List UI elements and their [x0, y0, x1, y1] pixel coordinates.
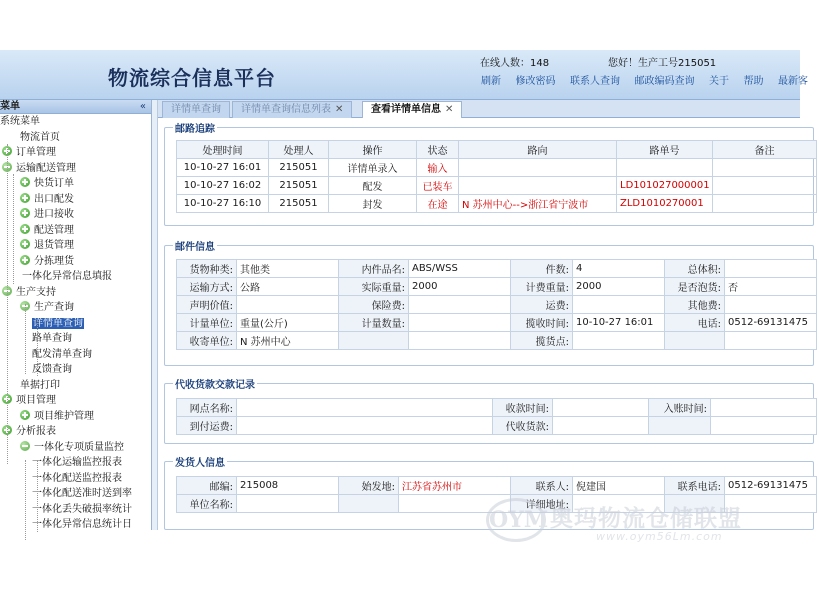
- tree-connector-line: [7, 144, 8, 464]
- field-label: 其他费:: [665, 296, 725, 314]
- table-row: [177, 260, 817, 278]
- field-value: [711, 417, 817, 435]
- sidebar-item[interactable]: [32, 316, 84, 331]
- field-value: [237, 495, 339, 513]
- sidebar-item[interactable]: [20, 223, 74, 238]
- field-value: [573, 332, 665, 350]
- table-row: [177, 177, 817, 195]
- sidebar-item-label: 配送管理: [34, 224, 74, 236]
- tracking-cell-op: 配发: [329, 177, 417, 195]
- sidebar-item-label: 快货订单: [34, 178, 74, 189]
- cod-table: [176, 398, 817, 435]
- sidebar-item-label: 订单管理: [16, 147, 56, 158]
- field-value: 其他类: [237, 260, 339, 278]
- field-value: N 苏州中心: [237, 332, 339, 350]
- field-value: [237, 417, 493, 435]
- mail-info-table: [176, 259, 817, 350]
- tracking-cell-route-no: [617, 159, 713, 177]
- tracking-cell-note: [713, 195, 817, 213]
- tracking-cell-time: 10-10-27 16:10: [177, 195, 269, 213]
- col-status: 状态: [417, 141, 459, 159]
- field-label: 网点名称:: [177, 399, 237, 417]
- sidebar-item-label: 分拣理货: [34, 255, 74, 267]
- close-icon[interactable]: ✕: [335, 104, 344, 115]
- sidebar-item[interactable]: [22, 269, 112, 284]
- sidebar-item[interactable]: [0, 114, 40, 129]
- field-label: 揽收时间:: [511, 314, 573, 332]
- tracking-cell-time: 10-10-27 16:01: [177, 159, 269, 177]
- field-value: [553, 399, 649, 417]
- field-label: 计量数量:: [339, 314, 409, 332]
- field-label: 件数:: [511, 260, 573, 278]
- sidebar-item-label: 单据打印: [20, 379, 60, 391]
- user-greeting: 您好！生产工号215051: [608, 58, 717, 69]
- col-operation: 操作: [329, 141, 417, 159]
- sidebar-item[interactable]: [32, 517, 132, 532]
- tracking-cell-handler: 215051: [269, 195, 329, 213]
- refresh-link[interactable]: 刷新: [481, 76, 501, 87]
- field-value: [725, 296, 817, 314]
- field-value: 2000: [409, 278, 511, 296]
- field-value: [409, 332, 511, 350]
- col-handler: 处理人: [269, 141, 329, 159]
- table-row: [177, 314, 817, 332]
- tracking-cell-op: 封发: [329, 195, 417, 213]
- sidebar-item[interactable]: [2, 285, 56, 300]
- sidebar-item[interactable]: [32, 331, 72, 346]
- field-value: [573, 296, 665, 314]
- field-value: 4: [573, 260, 665, 278]
- sidebar-item-label: 一体化配送监控报表: [32, 472, 122, 484]
- field-value: [725, 332, 817, 350]
- app-header: [0, 50, 808, 100]
- field-label: 保险费:: [339, 296, 409, 314]
- sidebar-item-label: 详情单查询: [33, 317, 83, 329]
- table-row: [177, 332, 817, 350]
- sidebar-title: 菜单: [0, 101, 20, 112]
- tracking-cell-route: [459, 159, 617, 177]
- tracking-cell-note: [713, 159, 817, 177]
- field-value: 215008: [237, 477, 339, 495]
- tracking-table: [176, 140, 817, 213]
- sidebar-item[interactable]: [20, 300, 74, 315]
- table-row: [177, 399, 817, 417]
- header-links: [481, 72, 819, 87]
- collapse-sidebar-icon[interactable]: «: [139, 101, 146, 112]
- table-row: [177, 195, 817, 213]
- field-value: 江苏省苏州市: [399, 477, 511, 495]
- sidebar-item[interactable]: [20, 378, 60, 393]
- sidebar-header: [0, 100, 151, 114]
- sidebar-item[interactable]: [32, 486, 132, 501]
- sidebar-item[interactable]: [20, 192, 74, 207]
- tab-label: 详情单查询: [171, 104, 221, 115]
- collapse-node-icon[interactable]: [20, 441, 30, 451]
- field-value: 0512-69131475: [725, 314, 817, 332]
- expand-node-icon[interactable]: [20, 208, 30, 218]
- field-value: 重量(公斤): [237, 314, 339, 332]
- watermark-logo: OYM: [486, 498, 546, 542]
- sidebar-item-label: 生产支持: [16, 286, 56, 298]
- field-label: 计费重量:: [511, 278, 573, 296]
- sidebar-item[interactable]: [20, 238, 74, 253]
- tab-label: 查看详情单信息: [371, 104, 441, 115]
- field-label: [665, 332, 725, 350]
- sidebar-item-label: 一体化运输监控报表: [32, 457, 122, 468]
- tracking-cell-status: 在途: [417, 195, 459, 213]
- change-password-link[interactable]: 修改密码: [515, 76, 556, 87]
- sidebar-item-label: 系统菜单: [0, 116, 40, 127]
- field-value: [399, 495, 511, 513]
- sidebar-item-label: 物流首页: [20, 131, 60, 143]
- tracking-cell-handler: 215051: [269, 177, 329, 195]
- sidebar-item-label: 一体化异常信息统计日: [32, 519, 132, 530]
- expand-node-icon[interactable]: [20, 224, 30, 234]
- field-value: [553, 417, 649, 435]
- field-value: 10-10-27 16:01: [573, 314, 665, 332]
- field-value: 否: [725, 278, 817, 296]
- field-label: 联系人:: [511, 477, 573, 495]
- help-link[interactable]: 帮助: [743, 76, 764, 87]
- sidebar-item-label: 退货管理: [34, 240, 74, 251]
- field-value: [725, 260, 817, 278]
- app-title: 物流综合信息平台: [108, 66, 276, 90]
- field-label: 货物种类:: [177, 260, 237, 278]
- field-label: 内件品名:: [339, 260, 409, 278]
- field-value: [237, 399, 493, 417]
- col-route: 路向: [459, 141, 617, 159]
- field-value: [573, 495, 665, 513]
- watermark-url: www.oym56Lm.com: [596, 530, 723, 543]
- mail-info-legend: 邮件信息: [175, 242, 215, 253]
- field-label: [649, 417, 711, 435]
- tab-view-detail[interactable]: [362, 101, 462, 119]
- sidebar-item-label: 一体化配送准时送到率: [32, 488, 132, 499]
- about-link[interactable]: 关于: [709, 76, 729, 87]
- tracking-cell-route: N 苏州中心-->浙江省宁波市: [459, 195, 617, 213]
- sidebar-item-label: 运输配送管理: [16, 162, 76, 174]
- field-label: 单位名称:: [177, 495, 237, 513]
- table-row: [177, 495, 817, 513]
- sidebar-item[interactable]: [2, 393, 56, 408]
- tracking-cell-route: [459, 177, 617, 195]
- table-row: [177, 477, 817, 495]
- tree-connector-line: [25, 304, 26, 374]
- sidebar-item-label: 一体化异常信息填报: [22, 271, 112, 282]
- field-value: [409, 314, 511, 332]
- expand-node-icon[interactable]: [20, 177, 30, 187]
- field-label: 收款时间:: [493, 399, 553, 417]
- tab-label: 详情单查询信息列表: [241, 104, 331, 115]
- field-label: 联系电话:: [665, 477, 725, 495]
- tab-bar: [158, 100, 800, 118]
- sidebar-item[interactable]: [20, 207, 74, 222]
- table-row: [177, 296, 817, 314]
- expand-node-icon[interactable]: [20, 410, 30, 420]
- field-label: 到付运费:: [177, 417, 237, 435]
- sidebar-item-label: 项目维护管理: [34, 410, 94, 422]
- postcode-search-link[interactable]: 邮政编码查询: [634, 76, 695, 87]
- col-time: 处理时间: [177, 141, 269, 159]
- field-label: [339, 332, 409, 350]
- field-value: 倪建国: [573, 477, 665, 495]
- field-label: 邮编:: [177, 477, 237, 495]
- field-label: [665, 495, 725, 513]
- contact-search-link[interactable]: 联系人查询: [570, 76, 620, 87]
- online-count: 在线人数：148: [480, 58, 550, 69]
- sidebar-item-label: 一体化专项质量监控: [34, 441, 124, 453]
- field-value: [409, 296, 511, 314]
- field-label: 实际重量:: [339, 278, 409, 296]
- field-label: 是否泡货:: [665, 278, 725, 296]
- sidebar-menu: [0, 100, 152, 530]
- sender-table: [176, 476, 817, 513]
- expand-node-icon[interactable]: [20, 239, 30, 249]
- col-route-no: 路单号: [617, 141, 713, 159]
- field-label: 详细地址:: [511, 495, 573, 513]
- tracking-cell-route-no: LD101027000001: [617, 177, 713, 195]
- field-value: ABS/WSS: [409, 260, 511, 278]
- sidebar-item[interactable]: [20, 409, 94, 424]
- sidebar-item-label: 配发清单查询: [32, 348, 92, 360]
- sidebar-item[interactable]: [20, 130, 60, 145]
- tree-connector-line: [37, 320, 38, 376]
- table-row: [177, 278, 817, 296]
- field-label: 揽货点:: [511, 332, 573, 350]
- tracking-cell-route-no: ZLD1010270001: [617, 195, 713, 213]
- tracking-cell-status: 输入: [417, 159, 459, 177]
- field-value: 0512-69131475: [725, 477, 817, 495]
- sidebar-item[interactable]: [2, 424, 56, 439]
- field-label: 入账时间:: [649, 399, 711, 417]
- watermark-text: 奥玛物流仓储联盟: [550, 506, 742, 532]
- field-value: [725, 495, 817, 513]
- table-row: [177, 159, 817, 177]
- tree-connector-line: [25, 460, 26, 540]
- tracking-cell-note: [713, 177, 817, 195]
- sidebar-item-label: 生产查询: [34, 302, 74, 313]
- tracking-cell-handler: 215051: [269, 159, 329, 177]
- tracking-cell-status: 已装车: [417, 177, 459, 195]
- tracking-header-row: [177, 141, 817, 159]
- field-label: 始发地:: [339, 477, 399, 495]
- main-content: [158, 118, 808, 530]
- sidebar-item-label: 进口接收: [34, 209, 74, 220]
- tree-connector-line: [37, 460, 38, 532]
- field-label: 总体积:: [665, 260, 725, 278]
- sidebar-item-label: 出口配发: [34, 193, 74, 205]
- field-value: 2000: [573, 278, 665, 296]
- sidebar-item[interactable]: [32, 455, 122, 470]
- table-row: [177, 417, 817, 435]
- tab-detail-query-list[interactable]: [232, 101, 352, 118]
- tree-connector-line: [13, 174, 14, 284]
- expand-node-icon[interactable]: [20, 193, 30, 203]
- sidebar-item-label: 项目管理: [16, 395, 56, 406]
- field-label: 代收货款:: [493, 417, 553, 435]
- field-value: 公路: [237, 278, 339, 296]
- tracking-legend: 邮路追踪: [175, 124, 215, 135]
- tracking-cell-time: 10-10-27 16:02: [177, 177, 269, 195]
- sidebar-item-label: 一体化丢失破损率统计: [32, 503, 132, 515]
- sidebar-item[interactable]: [20, 440, 124, 455]
- field-label: 计量单位:: [177, 314, 237, 332]
- expand-node-icon[interactable]: [20, 255, 30, 265]
- field-label: 电话:: [665, 314, 725, 332]
- tracking-cell-op: 详情单录入: [329, 159, 417, 177]
- sidebar-item[interactable]: [32, 502, 132, 517]
- latest-link[interactable]: 最新客: [778, 76, 808, 87]
- field-label: 运费:: [511, 296, 573, 314]
- field-label: [339, 495, 399, 513]
- sender-legend: 发货人信息: [175, 458, 225, 469]
- cod-legend: 代收货款交款记录: [175, 380, 255, 391]
- sidebar-item[interactable]: [2, 145, 56, 160]
- sidebar-item[interactable]: [20, 254, 74, 269]
- field-label: 收寄单位:: [177, 332, 237, 350]
- field-label: 运输方式:: [177, 278, 237, 296]
- field-value: [237, 296, 339, 314]
- close-icon[interactable]: ✕: [445, 104, 454, 115]
- sidebar-item-label: 分析报表: [16, 426, 56, 437]
- sidebar-item[interactable]: [20, 176, 74, 191]
- field-value: [711, 399, 817, 417]
- field-label: 声明价值:: [177, 296, 237, 314]
- sidebar-item[interactable]: [32, 362, 72, 377]
- sidebar-item[interactable]: [32, 347, 92, 362]
- sidebar-item-label: 路单查询: [32, 333, 72, 344]
- sidebar-item-label: 反馈查询: [32, 364, 72, 375]
- col-note: 备注: [713, 141, 817, 159]
- tab-detail-query[interactable]: [162, 101, 230, 118]
- sidebar-item[interactable]: [32, 471, 122, 486]
